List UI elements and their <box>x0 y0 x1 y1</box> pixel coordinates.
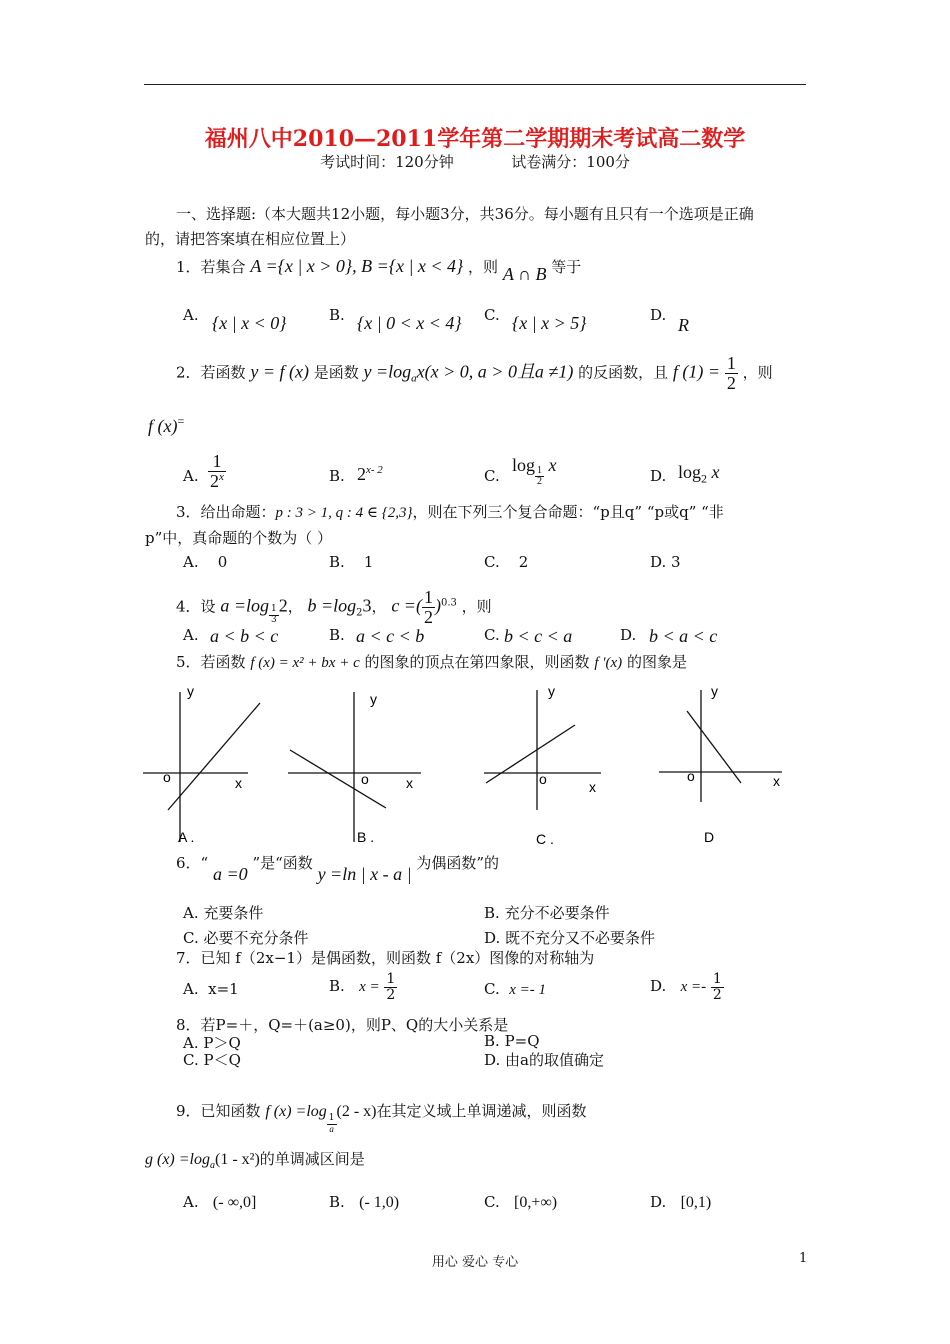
q9-option-a <box>183 1193 256 1212</box>
option-text: 3 <box>671 553 681 571</box>
graph-a-label: A . <box>178 829 195 845</box>
question-1-sets: A ={x | x > 0}, B ={x | x < 4} <box>250 256 464 276</box>
section-intro-line2: 的，请把答案填在相应位置上） <box>145 230 356 248</box>
graph-b-origin: o <box>361 771 369 787</box>
option-text: 必要不充分条件 <box>203 929 309 947</box>
section-intro-line1: 一、选择题:（本大题共12小题，每小题3分，共36分。每小题有且只有一个选项是正确 <box>176 205 754 223</box>
q3-option-b <box>329 553 373 571</box>
q1-option-a: {x | x < 0} <box>212 313 287 333</box>
question-3-line2: p”中，真命题的个数为（ ） <box>145 529 333 547</box>
frac-den: 3 <box>270 614 277 625</box>
question-4-a-val: 2 <box>278 595 288 616</box>
q1-option-b-label: B. <box>329 306 345 324</box>
question-1-prefix: 1．若集合 <box>176 258 246 276</box>
q4-option-a-label: A. <box>183 626 199 644</box>
q4-option-b-label: B. <box>329 626 345 644</box>
question-8: 8．若P=＋，Q=＋(a≥0)，则P、Q的大小关系是 <box>176 1016 509 1034</box>
question-4-b-sub: 2 <box>356 607 363 619</box>
question-2-f3: f (1) = <box>672 361 721 382</box>
q1-option-c-label: C. <box>484 306 500 324</box>
q3-option-d <box>650 553 681 571</box>
graph-b <box>288 682 428 852</box>
frac-num: 1 <box>423 587 433 607</box>
question-2-suffix: ，则 <box>742 363 773 382</box>
power-base: 2 <box>357 464 366 484</box>
q2-option-c-label: C. <box>484 467 500 485</box>
question-4-b-val: 3 <box>362 595 372 616</box>
option-text: [0,+∞) <box>514 1194 558 1211</box>
option-text: 由a的取值确定 <box>505 1051 604 1069</box>
frac-den: a <box>329 1123 334 1134</box>
option-label: A. <box>183 1034 199 1052</box>
option-label: B. <box>484 904 500 922</box>
question-4-b: b =log <box>307 595 357 616</box>
graph-d-x-label: x <box>773 773 780 789</box>
question-5 <box>176 651 687 672</box>
question-9-suffix: 在其定义域上单调递减，则函数 <box>376 1102 587 1120</box>
q1-option-d: R <box>678 315 689 335</box>
q6-option-d <box>484 927 655 948</box>
option-label: C. <box>183 929 199 947</box>
option-label: A. <box>183 553 199 571</box>
option-text: x=1 <box>208 980 239 998</box>
question-3-rest: ，则在下列三个复合命题：“p且q” “p或q” “非 <box>412 503 724 521</box>
question-2-fx: f (x) <box>148 416 178 436</box>
frac-den: 2 <box>386 986 396 1003</box>
option-label: D. <box>484 1051 501 1069</box>
header-rule <box>144 84 806 85</box>
question-2-mid1: 是函数 <box>313 363 359 382</box>
frac-den: 2 <box>423 606 433 627</box>
graph-a-origin: o <box>163 769 171 785</box>
option-label: D. <box>650 553 667 571</box>
question-5-suffix: 的图象是 <box>626 653 687 671</box>
option-label: B. <box>484 1032 500 1050</box>
q1-option-b: {x | 0 < x < 4} <box>357 313 462 333</box>
q8-option-d <box>484 1049 604 1070</box>
graph-b-y-label: y <box>370 691 377 707</box>
question-9-line2 <box>145 1148 365 1171</box>
exam-title: 福州八中2010—2011学年第二学期期末考试高二数学 <box>204 126 746 152</box>
exam-time: 考试时间：120分钟 <box>320 153 454 171</box>
q4-option-c: b < c < a <box>504 626 573 646</box>
q9-option-d <box>650 1193 711 1212</box>
question-2-f2: y =log <box>363 361 412 382</box>
q9-option-c <box>484 1193 557 1212</box>
question-9-f: f (x) =log <box>265 1103 327 1120</box>
question-2-half <box>725 354 738 393</box>
q6-option-c <box>183 927 309 948</box>
frac-num: 1 <box>726 353 736 373</box>
footer-motto: 用心 爱心 专心 <box>431 1255 519 1270</box>
log-text: log <box>512 455 536 475</box>
q7-option-c <box>484 980 546 999</box>
option-label: B. <box>329 977 345 996</box>
graph-d <box>659 682 789 852</box>
q7-option-a <box>183 980 239 998</box>
question-6-cond: a =0 <box>213 864 248 884</box>
option-text: [0,1) <box>680 1194 712 1211</box>
q3-option-a <box>183 553 227 571</box>
frac-num: 1 <box>208 452 226 472</box>
graph-c-label: C . <box>536 831 554 847</box>
option-label: D. <box>484 929 501 947</box>
question-6-func: y =ln | x - a | <box>317 864 412 884</box>
question-2-line2 <box>148 414 184 437</box>
question-4-suffix: ，则 <box>461 597 492 616</box>
option-text: 充分不必要条件 <box>504 904 610 922</box>
option-label: A. <box>183 980 199 998</box>
question-2-f2-sub: a <box>411 372 417 385</box>
frac-num: 1 <box>386 971 396 987</box>
q2-option-b-label: B. <box>329 467 345 485</box>
question-3-prefix: 3．给出命题： <box>176 503 276 521</box>
graph-d-label: D <box>704 829 715 845</box>
question-6-suffix: 为偶函数”的 <box>416 854 500 872</box>
q4-option-b: a < c < b <box>356 626 425 646</box>
option-text: 充要条件 <box>203 904 264 922</box>
question-1-expr: A ∩ B <box>502 264 547 284</box>
log-var: x <box>711 462 720 482</box>
q2-option-c <box>512 455 557 488</box>
question-9-prefix: 9．已知函数 <box>176 1102 261 1120</box>
question-2-f2-rest: x(x > 0, a > 0且a ≠1) <box>416 361 574 382</box>
q4-option-a: a < b < c <box>210 626 279 646</box>
option-text: P＞Q <box>203 1034 241 1052</box>
q8-option-b <box>484 1032 540 1050</box>
graph-c <box>484 682 614 852</box>
question-9-g-suffix: 的单调减区间是 <box>259 1150 365 1168</box>
question-9-g-sub: a <box>210 1160 215 1171</box>
frac-num: 1 <box>270 604 277 615</box>
question-4: 4．设 a =log $\frac{1}{3}$ 2， $b =\log_23$， c =( $\frac{1}{2}$ )$^{0.3}$ ，则 <box>176 587 492 627</box>
option-label: C. <box>484 1193 500 1211</box>
question-9-f-arg: (2 - x) <box>336 1103 377 1120</box>
graph-a <box>143 682 273 852</box>
option-text: x =- 1 <box>509 982 547 998</box>
question-4-c: c =( <box>391 595 422 616</box>
question-1-mid: ，则 <box>468 258 499 276</box>
graph-a-x-label: x <box>235 775 242 791</box>
question-2-eq: = <box>177 414 185 428</box>
question-4-a: a =log <box>220 595 269 616</box>
option-text: 1 <box>363 553 374 571</box>
q2-option-d-label: D. <box>650 467 667 485</box>
question-6-mid: ”是“函数 <box>252 854 313 872</box>
exam-subtitle <box>0 151 950 172</box>
question-7: 7．已知 f（2x−1）是偶函数，则函数 f（2x）图像的对称轴为 <box>176 949 595 967</box>
log-var: x <box>548 455 557 475</box>
frac-den: 2 <box>210 470 219 491</box>
question-1-suffix: 等于 <box>551 258 582 276</box>
option-label: D. <box>650 977 667 996</box>
graph-b-label: B . <box>357 829 375 845</box>
question-6-prefix: 6．“ <box>176 854 209 872</box>
q7-option-d <box>650 972 724 1002</box>
frac-den: 2 <box>726 372 736 393</box>
question-2-prefix: 2．若函数 <box>176 363 246 382</box>
frac-den-sup: x <box>219 470 224 483</box>
graph-c-y-label: y <box>548 683 555 699</box>
q4-option-d: b < a < c <box>649 626 718 646</box>
q2-option-a-label: A. <box>183 467 199 485</box>
frac-num: 1 <box>328 1113 335 1124</box>
option-label: A. <box>183 904 199 922</box>
question-3-line1 <box>176 501 724 522</box>
graph-c-origin: o <box>539 771 547 787</box>
q2-option-b <box>357 464 383 485</box>
question-9-g-arg: (1 - x²) <box>215 1151 260 1168</box>
q6-option-b <box>484 902 610 923</box>
option-label: B. <box>329 1193 345 1211</box>
option-text: P=Q <box>504 1032 540 1050</box>
frac-den: 2 <box>537 476 543 488</box>
q8-option-c <box>183 1049 241 1070</box>
question-3-math: p : 3 > 1, q : 4 ∈ {2,3} <box>275 505 413 521</box>
question-2 <box>176 354 773 393</box>
q4-option-d-label: D. <box>620 626 637 644</box>
question-5-fexpr: f (x) = x² + bx + c <box>250 655 360 671</box>
option-label: A. <box>183 1193 199 1211</box>
question-4-c-exp: 0.3 <box>440 597 457 609</box>
option-pre: x = <box>359 979 380 996</box>
power-exp: x- 2 <box>366 464 383 476</box>
graph-d-y-label: y <box>711 683 718 699</box>
q2-option-a <box>208 452 226 491</box>
full-score: 试卷满分：100分 <box>511 153 630 171</box>
graph-d-origin: o <box>687 768 695 784</box>
option-text: (- ∞,0] <box>212 1194 257 1211</box>
option-label: C. <box>484 980 500 998</box>
q2-option-d <box>678 462 720 487</box>
question-4-prefix: 4．设 <box>176 597 216 616</box>
option-text: 2 <box>518 553 529 571</box>
q1-option-c: {x | x > 5} <box>512 313 587 333</box>
option-text: P＜Q <box>203 1051 241 1069</box>
q9-option-b <box>329 1193 399 1212</box>
graph-a-y-label: y <box>187 683 194 699</box>
frac-num: 1 <box>712 971 722 987</box>
question-9-g: g (x) =log <box>145 1151 210 1168</box>
log-base: 2 <box>701 471 708 486</box>
frac-den: 2 <box>712 986 722 1003</box>
option-text: 既不充分又不必要条件 <box>505 929 656 947</box>
question-1 <box>176 256 582 284</box>
question-9 <box>176 1100 587 1134</box>
option-label: B. <box>329 553 345 571</box>
option-text: (- 1,0) <box>359 1194 400 1211</box>
q3-option-c <box>484 553 528 571</box>
q1-option-d-label: D. <box>650 306 667 324</box>
option-label: D. <box>650 1193 667 1211</box>
question-5-prefix: 5．若函数 <box>176 653 246 671</box>
frac-num: 1 <box>537 464 543 476</box>
q1-option-a-label: A. <box>183 306 199 324</box>
page-number: 1 <box>799 1251 808 1266</box>
option-label: C. <box>484 553 500 571</box>
question-6 <box>176 852 500 884</box>
graph-c-x-label: x <box>589 779 596 795</box>
question-4-c-close: ) <box>434 595 441 616</box>
question-2-mid2: 的反函数，且 <box>578 363 669 382</box>
option-pre: x =- <box>680 979 707 996</box>
question-2-f1: y = f (x) <box>250 361 309 382</box>
log-text: log <box>678 462 702 482</box>
q6-option-a <box>183 902 263 923</box>
q4-option-c-label: C. <box>484 626 500 644</box>
option-label: C. <box>183 1051 199 1069</box>
graph-b-x-label: x <box>406 775 413 791</box>
q7-option-b <box>329 972 397 1002</box>
option-text: 0 <box>217 553 228 571</box>
question-5-mid: 的图象的顶点在第四象限，则函数 <box>364 653 590 671</box>
question-5-fprime: f ′(x) <box>594 655 623 671</box>
